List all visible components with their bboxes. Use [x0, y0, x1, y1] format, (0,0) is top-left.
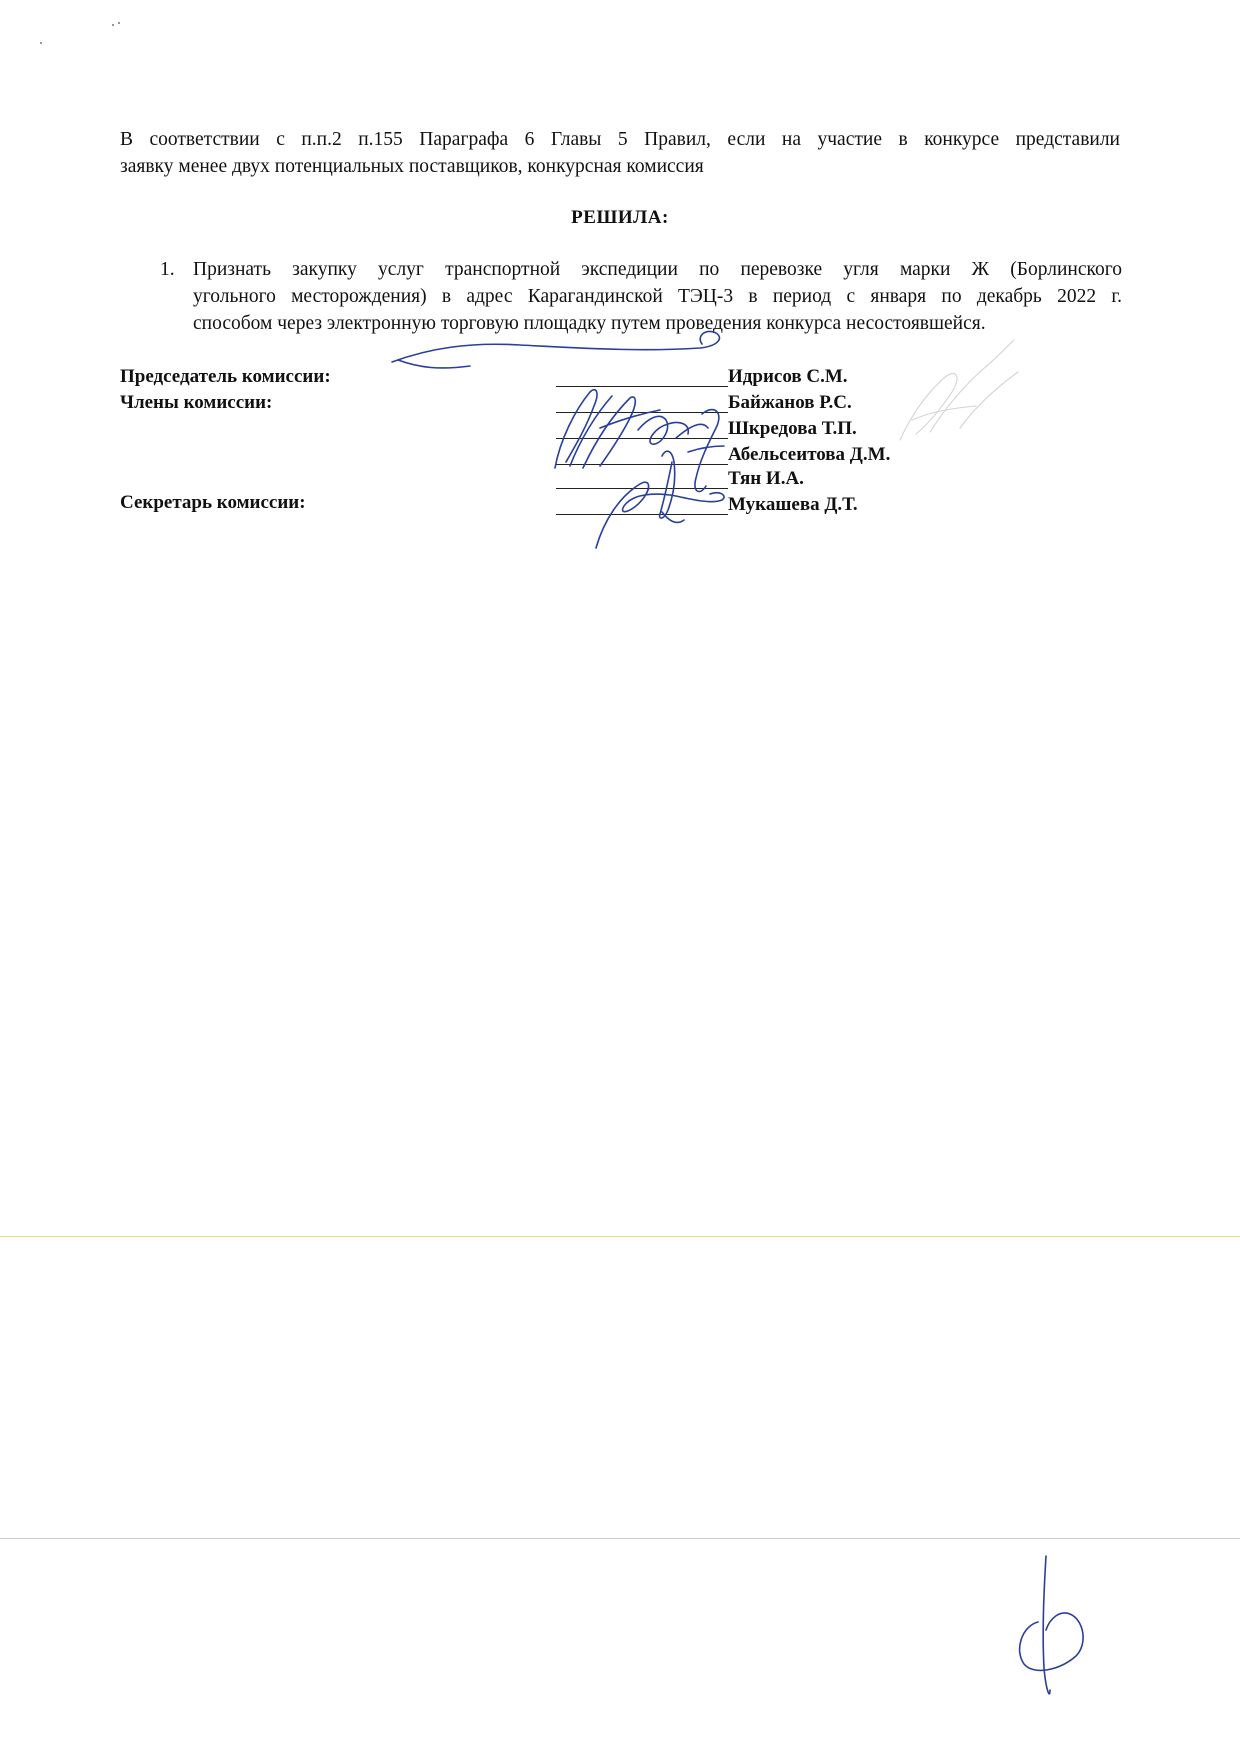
signature-line-secretary — [556, 514, 728, 515]
signature-line-chairman — [556, 386, 728, 387]
paragraph-line: В соответствии с п.п.2 п.155 Параграфа 6 Главы 5 Правил, если на участие в конкурсе представили — [120, 129, 1120, 150]
signature-line-member — [556, 488, 728, 489]
signature-line-member — [556, 464, 728, 465]
decision-line: Признать закупку услуг транспортной экспедиции по перевозке угля марки Ж (Борлинского — [193, 259, 1122, 280]
member-name: Абельсеитова Д.М. — [728, 444, 891, 465]
secretary-label: Секретарь комиссии: — [120, 492, 306, 513]
scan-speck — [118, 22, 120, 24]
secretary-signature — [596, 482, 724, 548]
decision-line: угольного месторождения) в адрес Карагандинской ТЭЦ-3 в период с января по декабрь 2022 г. — [193, 286, 1122, 307]
member-name: Тян И.А. — [728, 468, 804, 489]
chairman-name: Идрисов С.М. — [728, 366, 848, 387]
member-signature — [660, 451, 675, 518]
member-name: Байжанов Р.С. — [728, 392, 852, 413]
scan-fold-line — [0, 1236, 1240, 1237]
scan-speck — [112, 24, 114, 26]
decision-number: 1. — [160, 259, 175, 280]
decision-line: способом через электронную торговую площадку путем проведения конкурса несостоявшейся. — [193, 313, 986, 334]
paragraph-line: заявку менее двух потенциальных поставщиков, конкурсная комиссия — [120, 156, 704, 177]
signature-line-member — [556, 438, 728, 439]
body-paragraph — [120, 126, 1120, 180]
member-signature — [638, 416, 708, 444]
decision-heading: РЕШИЛА: — [571, 207, 669, 228]
scan-fold-line — [0, 1538, 1240, 1539]
member-name: Шкредова Т.П. — [728, 418, 857, 439]
margin-initial-signature — [1020, 1556, 1084, 1694]
member-signature — [688, 410, 724, 492]
faint-bleedthrough-signature — [900, 340, 1018, 440]
members-label: Члены комиссии: — [120, 392, 273, 413]
decision-text — [193, 256, 1122, 337]
scan-speck — [40, 42, 42, 44]
signature-line-member — [556, 412, 728, 413]
member-signature — [555, 390, 660, 468]
chairman-label: Председатель комиссии: — [120, 366, 331, 387]
secretary-name: Мукашева Д.Т. — [728, 494, 858, 515]
